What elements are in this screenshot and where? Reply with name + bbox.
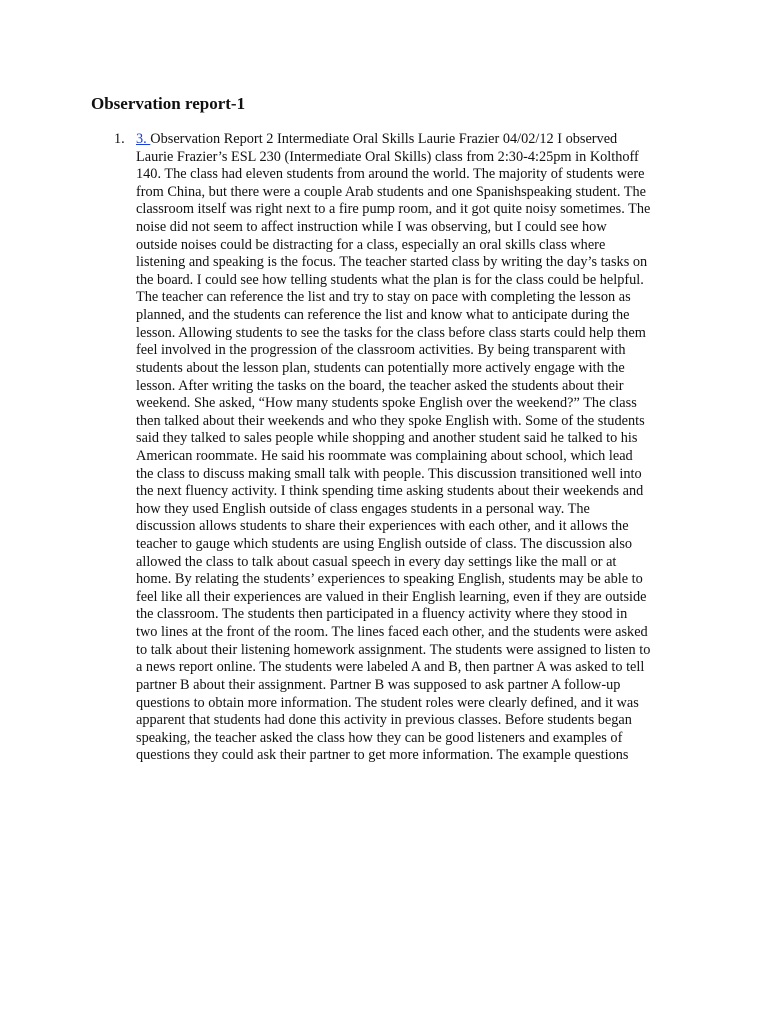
paragraph-line: teacher to gauge which students are using English outside of class. The discussion also xyxy=(136,536,633,553)
paragraph-line: the next fluency activity. I think spending time asking students about their weekends and xyxy=(136,483,644,500)
paragraph-line: listening and speaking is the focus. The teacher started class by writing the day’s tasks on xyxy=(136,254,648,271)
paragraph-line: Laurie Frazier’s ESL 230 (Intermediate Oral Skills) class from 2:30-4:25pm in Kolthoff xyxy=(136,148,639,165)
paragraph-line: a news report online. The students were labeled A and B, then partner A was asked to tell xyxy=(136,659,645,676)
paragraph-line: weekend. She asked, “How many students spoke English over the weekend?” The class xyxy=(136,395,637,412)
paragraph-line: allowed the class to talk about casual speech in every day settings like the mall or at xyxy=(136,553,617,570)
paragraph-line: the classroom. The students then participated in a fluency activity where they stood in xyxy=(136,606,628,623)
paragraph-line: apparent that students had done this activity in previous classes. Before students began xyxy=(136,712,632,729)
paragraph-line: planned, and the students can reference the list and know what to anticipate during the xyxy=(136,307,630,324)
paragraph-line: lesson. Allowing students to see the tasks for the class before class starts could help them xyxy=(136,324,646,341)
paragraph-line: questions they could ask their partner to get more information. The example questions xyxy=(136,747,629,764)
paragraph-line: said they talked to sales people while shopping and another student said he talked to his xyxy=(136,430,638,447)
paragraph-line: lesson. After writing the tasks on the board, the teacher asked the students about their xyxy=(136,377,624,394)
paragraph-line: then talked about their weekends and who they spoke English with. Some of the students xyxy=(136,412,645,429)
paragraph-line: to talk about their listening homework assignment. The students were assigned to listen to xyxy=(136,641,651,658)
reference-link[interactable]: 3. xyxy=(136,131,151,147)
list-item-number: 1. xyxy=(114,131,125,147)
paragraph-line: questions to obtain more information. The student roles were clearly defined, and it was xyxy=(136,694,639,711)
paragraph-line: discussion allows students to share their experiences with each other, and it allows the xyxy=(136,518,629,535)
paragraph-line: partner B about their assignment. Partner B was supposed to ask partner A follow-up xyxy=(136,676,621,693)
paragraph-line: the board. I could see how telling students what the plan is for the class could be helpful. xyxy=(136,271,644,288)
paragraph-line: 140. The class had eleven students from around the world. The majority of students were xyxy=(136,166,645,183)
paragraph-line: feel involved in the progression of the classroom activities. By being transparent with xyxy=(136,342,626,359)
paragraph-line: from China, but there were a couple Arab students and one Spanishspeaking student. The xyxy=(136,183,646,200)
paragraph-line: two lines at the front of the room. The lines faced each other, and the students were asked xyxy=(136,624,648,641)
paragraph-line: American roommate. He said his roommate was complaining about school, which lead xyxy=(136,447,633,464)
paragraph-line-text: Observation Report 2 Intermediate Oral Skills Laurie Frazier 04/02/12 I observed xyxy=(150,131,618,147)
paragraph-line: outside noises could be distracting for a class, especially an oral skills class where xyxy=(136,236,606,253)
paragraph-line: speaking, the teacher asked the class how they can be good listeners and examples of xyxy=(136,729,623,746)
paragraph-line: classroom itself was right next to a fire pump room, and it got quite noisy sometimes. The xyxy=(136,201,651,218)
paragraph-line: The teacher can reference the list and try to stay on pace with completing the lesson as xyxy=(136,289,631,306)
paragraph-line: home. By relating the students’ experiences to speaking English, students may be able to xyxy=(136,571,643,588)
paragraph-line xyxy=(136,131,676,149)
document-title: Observation report-1 xyxy=(91,94,246,113)
paragraph-line: the class to discuss making small talk with people. This discussion transitioned well into xyxy=(136,465,642,482)
list-item-body xyxy=(136,131,676,765)
paragraph-line: feel like all their experiences are valued in their English learning, even if they are outside xyxy=(136,588,647,605)
paragraph-line: students about the lesson plan, students can potentially more actively engage with the xyxy=(136,359,625,376)
paragraph-line: how they used English outside of class engages students in a personal way. The xyxy=(136,500,590,517)
paragraph-line: noise did not seem to affect instruction while I was observing, but I could see how xyxy=(136,219,607,236)
